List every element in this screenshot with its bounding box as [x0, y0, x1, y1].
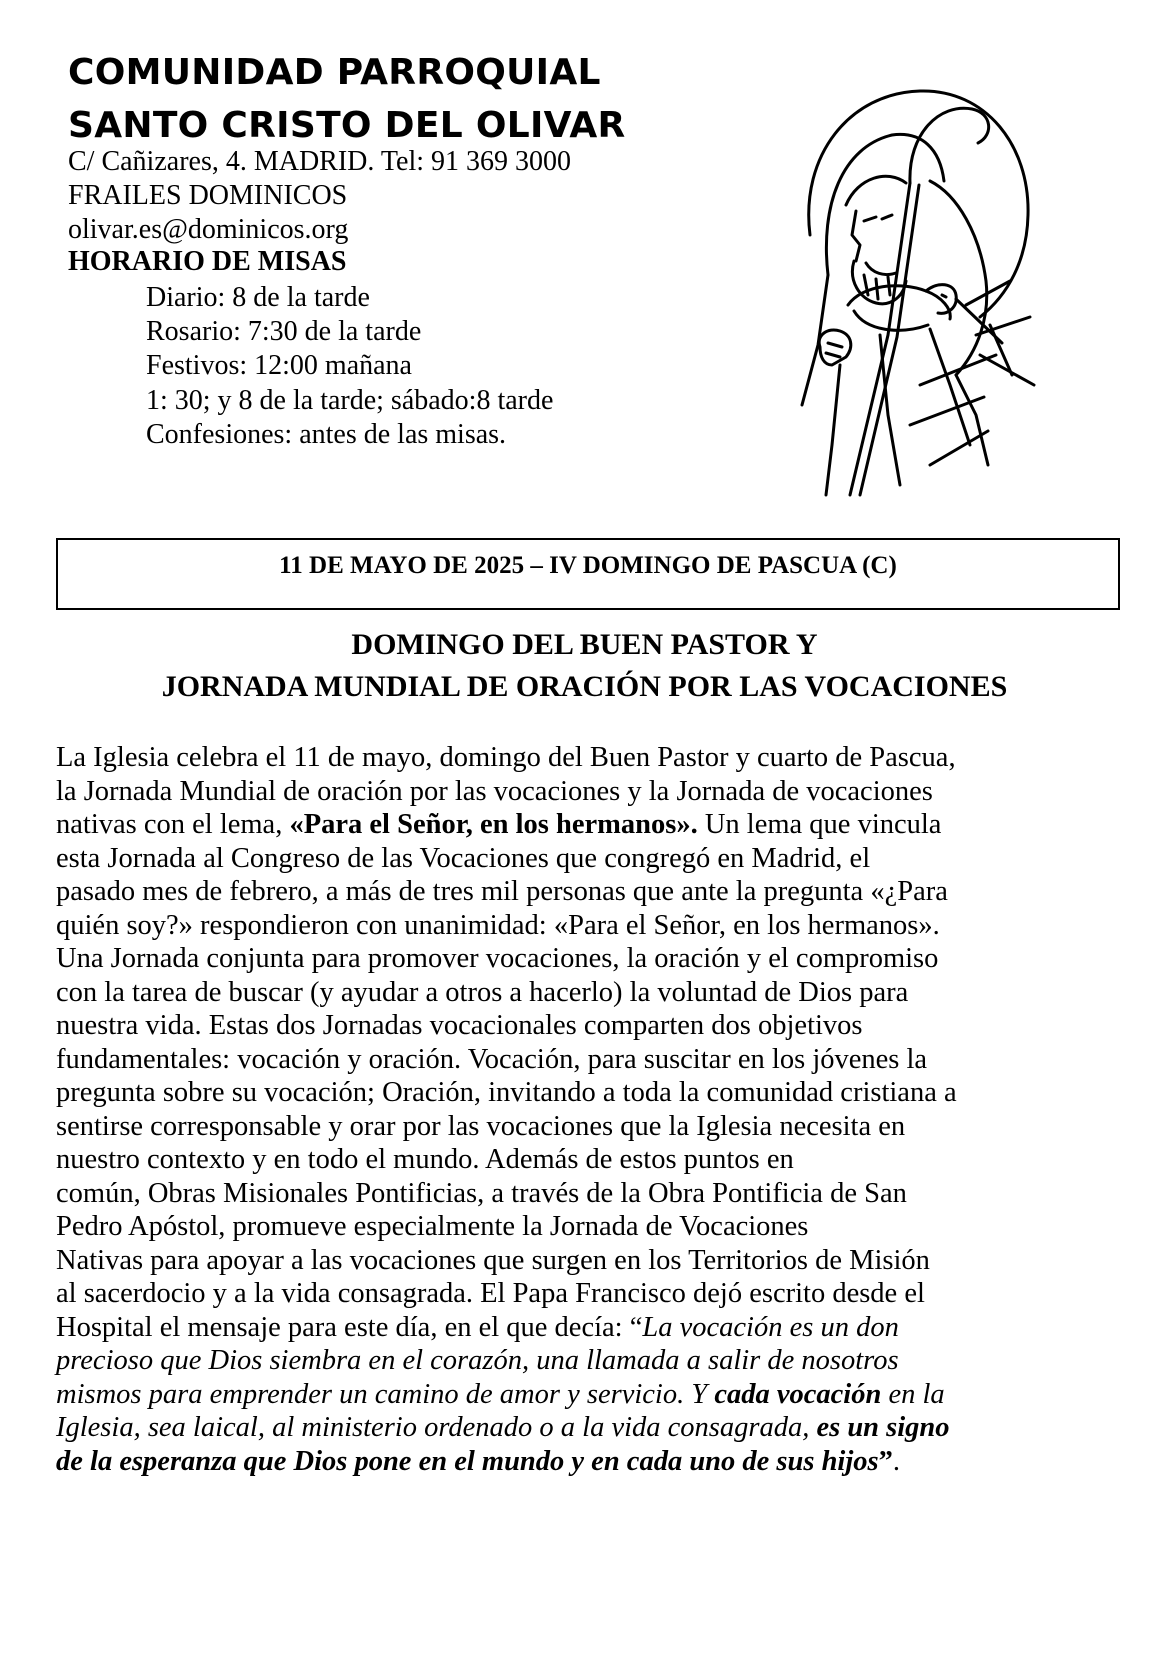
article-line	[56, 1378, 1131, 1412]
article-line: sentirse corresponsable y orar por las vocaciones que la Iglesia necesita en	[56, 1110, 906, 1142]
article-line: Una Jornada conjunta para promover vocaciones, la oración y el compromiso	[56, 943, 939, 974]
article-line: quién soy?» respondieron con unanimidad: «Para el Señor, en los hermanos».	[56, 909, 940, 941]
article-line	[56, 1411, 1131, 1445]
date-banner-text: 11 DE MAYO DE 2025 – IV DOMINGO DE PASCUA (C)	[279, 552, 897, 579]
article-line: común, Obras Misionales Pontificias, a través de la Obra Pontificia de San	[56, 1177, 907, 1209]
schedule-line: Rosario: 7:30 de la tarde	[146, 316, 422, 347]
article-line: La Iglesia celebra el 11 de mayo, domingo del Buen Pastor y cuarto de Pascua,	[56, 742, 956, 773]
parish-title-line2: SANTO CRISTO DEL OLIVAR	[68, 105, 626, 146]
article-text: Hospital el mensaje para este día, en el que decía: “	[56, 1311, 643, 1343]
article-line: con la tarea de buscar (y ayudar a otros a hacerlo) la voluntad de Dios para	[56, 976, 909, 1008]
article-line	[56, 1311, 1131, 1345]
date-banner	[56, 538, 1120, 610]
schedule-line: Diario: 8 de la tarde	[146, 282, 370, 313]
article-line: la Jornada Mundial de oración por las vocaciones y la Jornada de vocaciones	[56, 775, 933, 807]
article-text: Un lema que vincula	[697, 809, 942, 840]
quote-close-mark: ”	[878, 1445, 893, 1477]
article-line	[56, 808, 1131, 842]
quote-italic: en la	[881, 1378, 945, 1410]
quote-bold: cada vocación	[714, 1378, 882, 1410]
article-line: fundamentales: vocación y oración. Vocación, para suscitar en los jóvenes la	[56, 1043, 928, 1075]
good-shepherd-icon	[780, 85, 1040, 505]
article-line: al sacerdocio y a la vida consagrada. El Papa Francisco dejó escrito desde el	[56, 1278, 925, 1309]
article-line: precioso que Dios siembra en el corazón, una llamada a salir de nosotros	[56, 1345, 899, 1376]
article-line: esta Jornada al Congreso de las Vocaciones que congregó en Madrid, el	[56, 842, 871, 874]
parish-address: C/ Cañizares, 4. MADRID. Tel: 91 369 3000	[68, 146, 572, 177]
parish-order: FRAILES DOMINICOS	[68, 180, 348, 211]
article-line: nuestro contexto y en todo el mundo. Además de estos puntos en	[56, 1144, 794, 1175]
schedule-line: 1: 30; y 8 de la tarde; sábado:8 tarde	[146, 385, 554, 416]
section-title-line2: JORNADA MUNDIAL DE ORACIÓN POR LAS VOCACIONES	[161, 670, 1008, 703]
parish-title-line1: COMUNIDAD PARROQUIAL	[68, 52, 601, 93]
parish-email: olivar.es@dominicos.org	[68, 214, 349, 245]
schedule-heading: HORARIO DE MISAS	[68, 246, 347, 277]
quote-italic: La vocación es un don	[642, 1311, 899, 1343]
article-line: Nativas para apoyar a las vocaciones que surgen en los Territorios de Misión	[56, 1244, 930, 1276]
article-body	[56, 741, 1131, 1478]
quote-bold: de la esperanza que Dios pone en el mundo y en cada uno de sus hijos	[56, 1445, 879, 1477]
article-line	[56, 1445, 1131, 1479]
quote-italic: mismos para emprender un camino de amor y servicio. Y	[56, 1378, 715, 1410]
quote-bold: es un signo	[816, 1412, 950, 1443]
motto-bold: «Para el Señor, en los hermanos».	[289, 809, 698, 840]
article-line: pasado mes de febrero, a más de tres mil personas que ante la pregunta «¿Para	[56, 876, 948, 907]
schedule-line: Confesiones: antes de las misas.	[146, 419, 507, 450]
section-title-line1: DOMINGO DEL BUEN PASTOR Y	[351, 628, 818, 661]
article-line: nuestra vida. Estas dos Jornadas vocacionales comparten dos objetivos	[56, 1010, 863, 1041]
article-line: Pedro Apóstol, promueve especialmente la Jornada de Vocaciones	[56, 1211, 809, 1242]
quote-italic: Iglesia, sea laical, al ministerio ordenado o a la vida consagrada,	[56, 1412, 817, 1443]
article-text: nativas con el lema,	[56, 809, 290, 840]
article-text: .	[892, 1445, 900, 1477]
schedule-line: Festivos: 12:00 mañana	[146, 350, 412, 381]
article-line: pregunta sobre su vocación; Oración, invitando a toda la comunidad cristiana a	[56, 1077, 957, 1108]
